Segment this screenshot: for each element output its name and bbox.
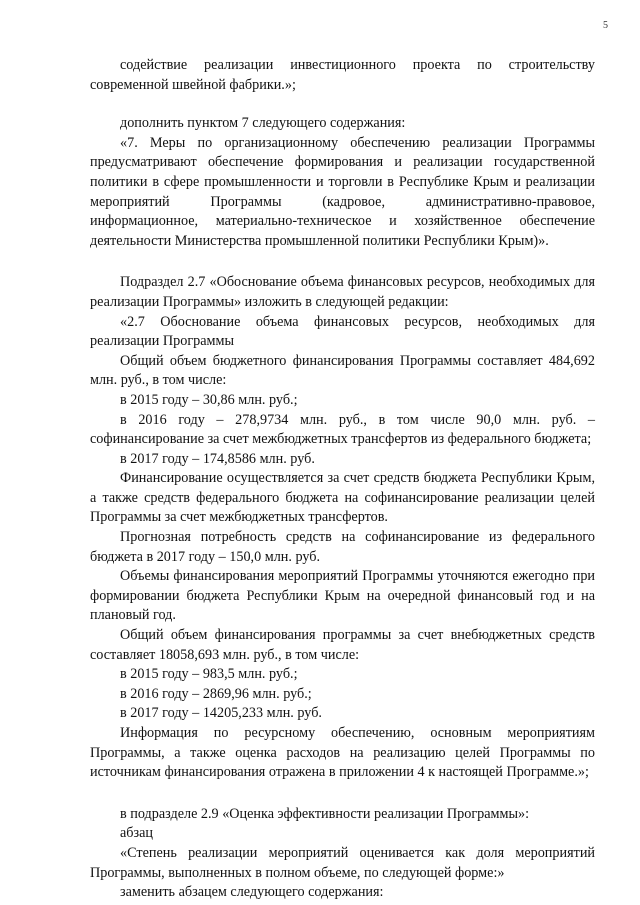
- paragraph: Объемы финансирования мероприятий Программы уточняются ежегодно при формировании бюджета Республики Крым на очередной финансовый год и на плановый год.: [90, 568, 595, 624]
- paragraph: содействие реализации инвестиционного проекта по строительству современной швейной фабрики.»;: [90, 57, 595, 93]
- paragraph: «2.7 Обоснование объема финансовых ресурсов, необходимых для реализации Программы: [90, 313, 595, 350]
- paragraph: в 2015 году – 30,86 млн. руб.;: [120, 391, 298, 408]
- paragraph: в 2017 году – 14205,233 млн. руб.: [120, 705, 322, 722]
- paragraph: Прогнозная потребность средств на софинансирование из федерального бюджета в 2017 году – 150,0 млн. руб.: [90, 529, 595, 565]
- paragraph: Подраздел 2.7 «Обоснование объема финансовых ресурсов, необходимых для реализации Программы» изложить в следующей редакции:: [90, 274, 595, 310]
- paragraph: «Степень реализации мероприятий оценивается как доля мероприятий Программы, выполненных в полном объеме, по следующей форме:»: [90, 844, 595, 881]
- paragraph: в 2017 году – 174,8586 млн. руб.: [120, 450, 315, 467]
- spacer: [90, 95, 595, 114]
- paragraph: в 2016 году – 278,9734 млн. руб., в том числе 90,0 млн. руб. – софинансирование за счет межбюджетных трансфертов из федерального бюджета;: [90, 411, 595, 448]
- paragraph: в подразделе 2.9 «Оценка эффективности реализации Программы»:: [120, 805, 530, 822]
- document-body: [90, 56, 595, 903]
- paragraph: Финансирование осуществляется за счет средств бюджета Республики Крым, а также средств федерального бюджета на софинансирование реализации целей Программы за счет межбюджетных трансфертов.: [90, 470, 595, 526]
- paragraph: Общий объем финансирования программы за счет внебюджетных средств составляет 18058,693 млн. руб., в том числе:: [90, 627, 595, 663]
- spacer: [90, 251, 595, 273]
- spacer: [90, 783, 595, 805]
- paragraph: Общий объем бюджетного финансирования Программы составляет 484,692 млн. руб., в том числе:: [90, 352, 595, 389]
- paragraph: абзац: [120, 825, 154, 842]
- paragraph: дополнить пунктом 7 следующего содержания:: [120, 115, 406, 132]
- page-number: 5: [603, 20, 608, 31]
- paragraph: в 2015 году – 983,5 млн. руб.;: [120, 666, 298, 683]
- paragraph: «7. Меры по организационному обеспечению реализации Программы предусматривают обеспечение формирования и реализации государственной политики в сфере промышленности и торговли в Республике Крым и реализации мероприятий Программы (кадровое, административно-правовое, информационное, материально-техническое и хозяйственное обеспечение деятельности Министерства промышленной политики Республики Крым)».: [90, 134, 595, 249]
- paragraph: заменить абзацем следующего содержания:: [120, 884, 384, 901]
- paragraph: в 2016 году – 2869,96 млн. руб.;: [120, 685, 312, 702]
- paragraph: Информация по ресурсному обеспечению, основным мероприятиям Программы, а также оценка расходов на реализацию целей Программы по источникам финансирования отражена в приложении 4 к настоящей Программе.»;: [90, 725, 595, 781]
